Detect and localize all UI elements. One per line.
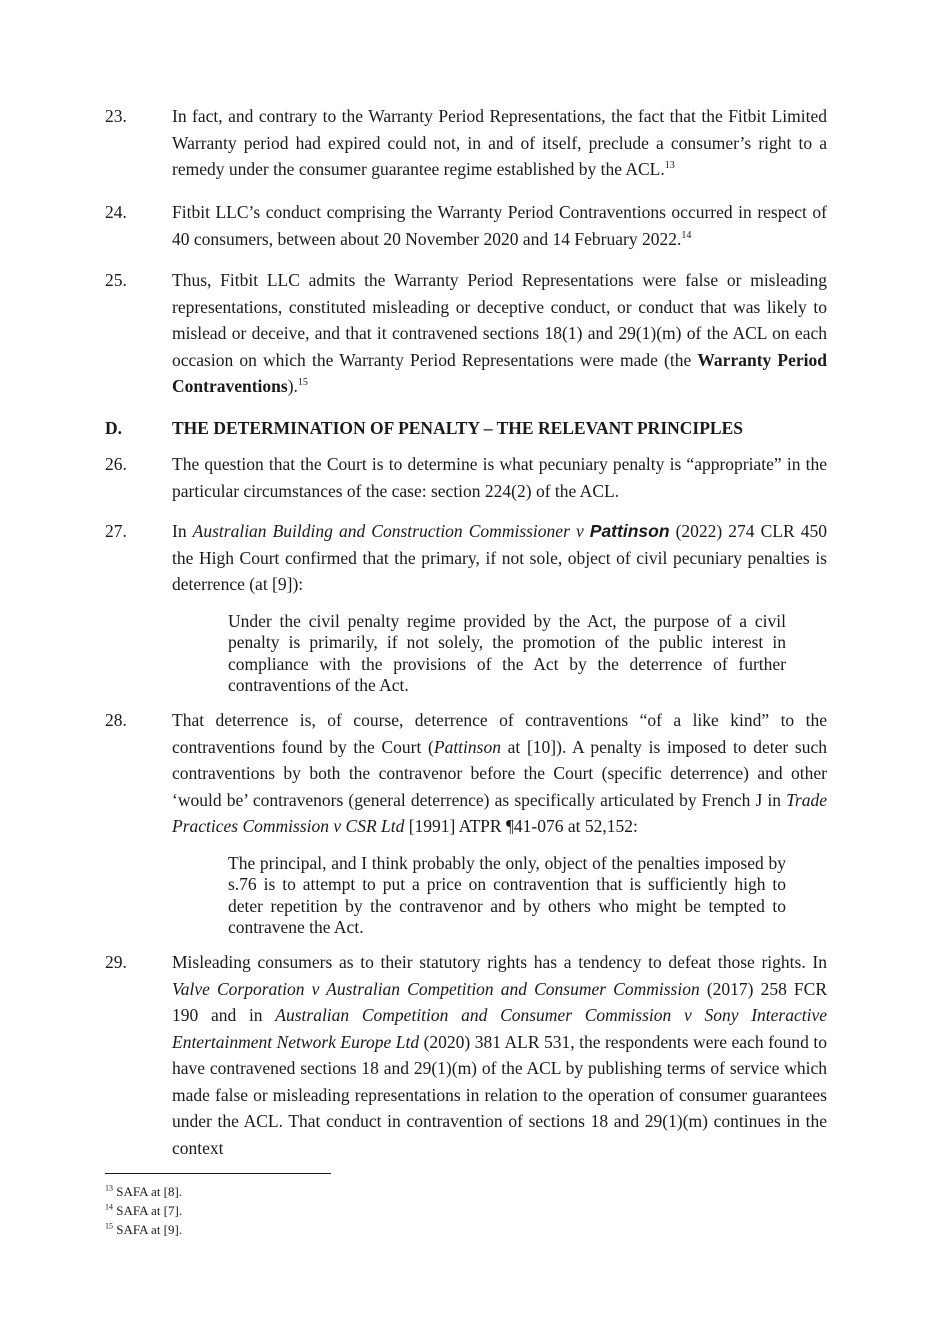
paragraph-body-end: ). (287, 376, 298, 396)
paragraph-text (172, 949, 827, 1161)
footnote-number: 14 (105, 1202, 113, 1212)
paragraph-27 (105, 518, 827, 598)
footnote-number: 13 (105, 1183, 113, 1193)
paragraph-23 (105, 103, 827, 183)
paragraph-text (172, 103, 827, 183)
paragraph-body-end: (2022) 274 CLR 450 the High Court confirmed that the primary, if not sole, object of civil pecuniary penalties is deterrence (at [9]): (172, 521, 827, 594)
paragraph-text (172, 707, 827, 840)
paragraph-24 (105, 199, 827, 252)
case-citation-party: Pattinson (589, 521, 670, 541)
paragraph-text (172, 518, 827, 598)
paragraph-body-end: (2020) 381 ALR 531, the respondents were each found to have contravened sections 18 and 29(1)(m) of the ACL by publishing terms of service which made false or misleading representations in relation to the operation of consumer guarantees under the ACL. That conduct in contravention of sections 18 and 29(1)(m) continues in the context (172, 1031, 828, 1158)
footnote (105, 1184, 182, 1200)
paragraph-number: 24. (105, 202, 127, 222)
footnote-text: SAFA at [8]. (113, 1184, 183, 1199)
footnote-separator (105, 1173, 331, 1174)
paragraph-number: 27. (105, 521, 127, 541)
block-quote: Under the civil penalty regime provided by the Act, the purpose of a civil penalty is primarily, if not solely, the promotion of the public interest in compliance with the provisions of the Act by the deterrence of further contraventions of the Act. (228, 611, 786, 696)
paragraph-body: Fitbit LLC’s conduct comprising the Warranty Period Contraventions occurred in respect of 40 consumers, between about 20 November 2020 and 14 February 2022. (172, 202, 827, 249)
case-citation: Valve Corporation v Australian Competition and Consumer Commission (172, 978, 700, 999)
footnote-ref[interactable]: 14 (681, 229, 692, 241)
footnote-number: 15 (105, 1221, 113, 1231)
paragraph-number: 28. (105, 710, 127, 730)
section-heading-number: D. (105, 418, 123, 438)
case-citation: Trade Practices Commission v CSR Ltd (172, 789, 827, 836)
paragraph-body: at [10]). A penalty is imposed to deter such contraventions by both the contravenor before the Court (specific deterrence) and other ‘would be’ contravenors (general deterrence) as specifically articulated by French J in (172, 736, 827, 810)
paragraph-body: In fact, and contrary to the Warranty Period Representations, the fact that the Fitbit Limited Warranty period had expired could not, in and of itself, preclude a consumer’s right to a remedy under the consumer guarantee regime established by the ACL. (172, 106, 827, 179)
case-citation: Australian Competition and Consumer Commission v Sony Interactive Entertainment Network Europe Ltd (172, 1005, 827, 1052)
paragraph-number: 25. (105, 270, 127, 290)
footnote-text: SAFA at [9]. (113, 1222, 183, 1237)
section-heading-text: THE DETERMINATION OF PENALTY – THE RELEVANT PRINCIPLES (172, 418, 743, 438)
paragraph-28 (105, 707, 827, 840)
paragraph-number: 29. (105, 952, 127, 972)
defined-term: Warranty Period Contraventions (172, 349, 827, 396)
paragraph-text (172, 199, 827, 252)
footnote (105, 1203, 182, 1219)
footnote-ref[interactable]: 13 (664, 160, 675, 172)
paragraph-29 (105, 949, 827, 1161)
case-citation: Pattinson (433, 736, 501, 757)
paragraph-number: 23. (105, 106, 127, 126)
paragraph-body: In (172, 521, 193, 541)
paragraph-25 (105, 267, 827, 400)
footnote (105, 1222, 182, 1238)
paragraph-body: Misleading consumers as to their statutory rights has a tendency to defeat those rights. In (172, 952, 827, 972)
case-citation: Australian Building and Construction Commissioner v (192, 521, 590, 541)
footnote-ref[interactable]: 15 (297, 377, 308, 389)
paragraph-text: The question that the Court is to determine is what pecuniary penalty is “appropriate” in the particular circumstances of the case: section 224(2) of the ACL. (172, 454, 827, 501)
paragraph-body: (2017) 258 FCR 190 and in (172, 978, 827, 1025)
footnote-text: SAFA at [7]. (113, 1203, 183, 1218)
paragraph-number: 26. (105, 454, 127, 474)
paragraph-body: That deterrence is, of course, deterrence of contraventions “of a like kind” to the contraventions found by the Court ( (172, 710, 827, 757)
paragraph-body: Thus, Fitbit LLC admits the Warranty Period Representations were false or misleading representations, constituted misleading or deceptive conduct, or conduct that was likely to mislead or deceive, and that it contravened sections 18(1) and 29(1)(m) of the ACL on each occasion on which the Warranty Period Representations were made (the (172, 270, 827, 370)
paragraph-text (172, 267, 827, 400)
paragraph-body-end: [1991] ATPR ¶41-076 at 52,152: (404, 816, 638, 836)
block-quote: The principal, and I think probably the only, object of the penalties imposed by s.76 is to attempt to put a price on contravention that is sufficiently high to deter repetition by the contravenor and by others who might be tempted to contravene the Act. (228, 853, 786, 938)
paragraph-26 (105, 451, 827, 504)
